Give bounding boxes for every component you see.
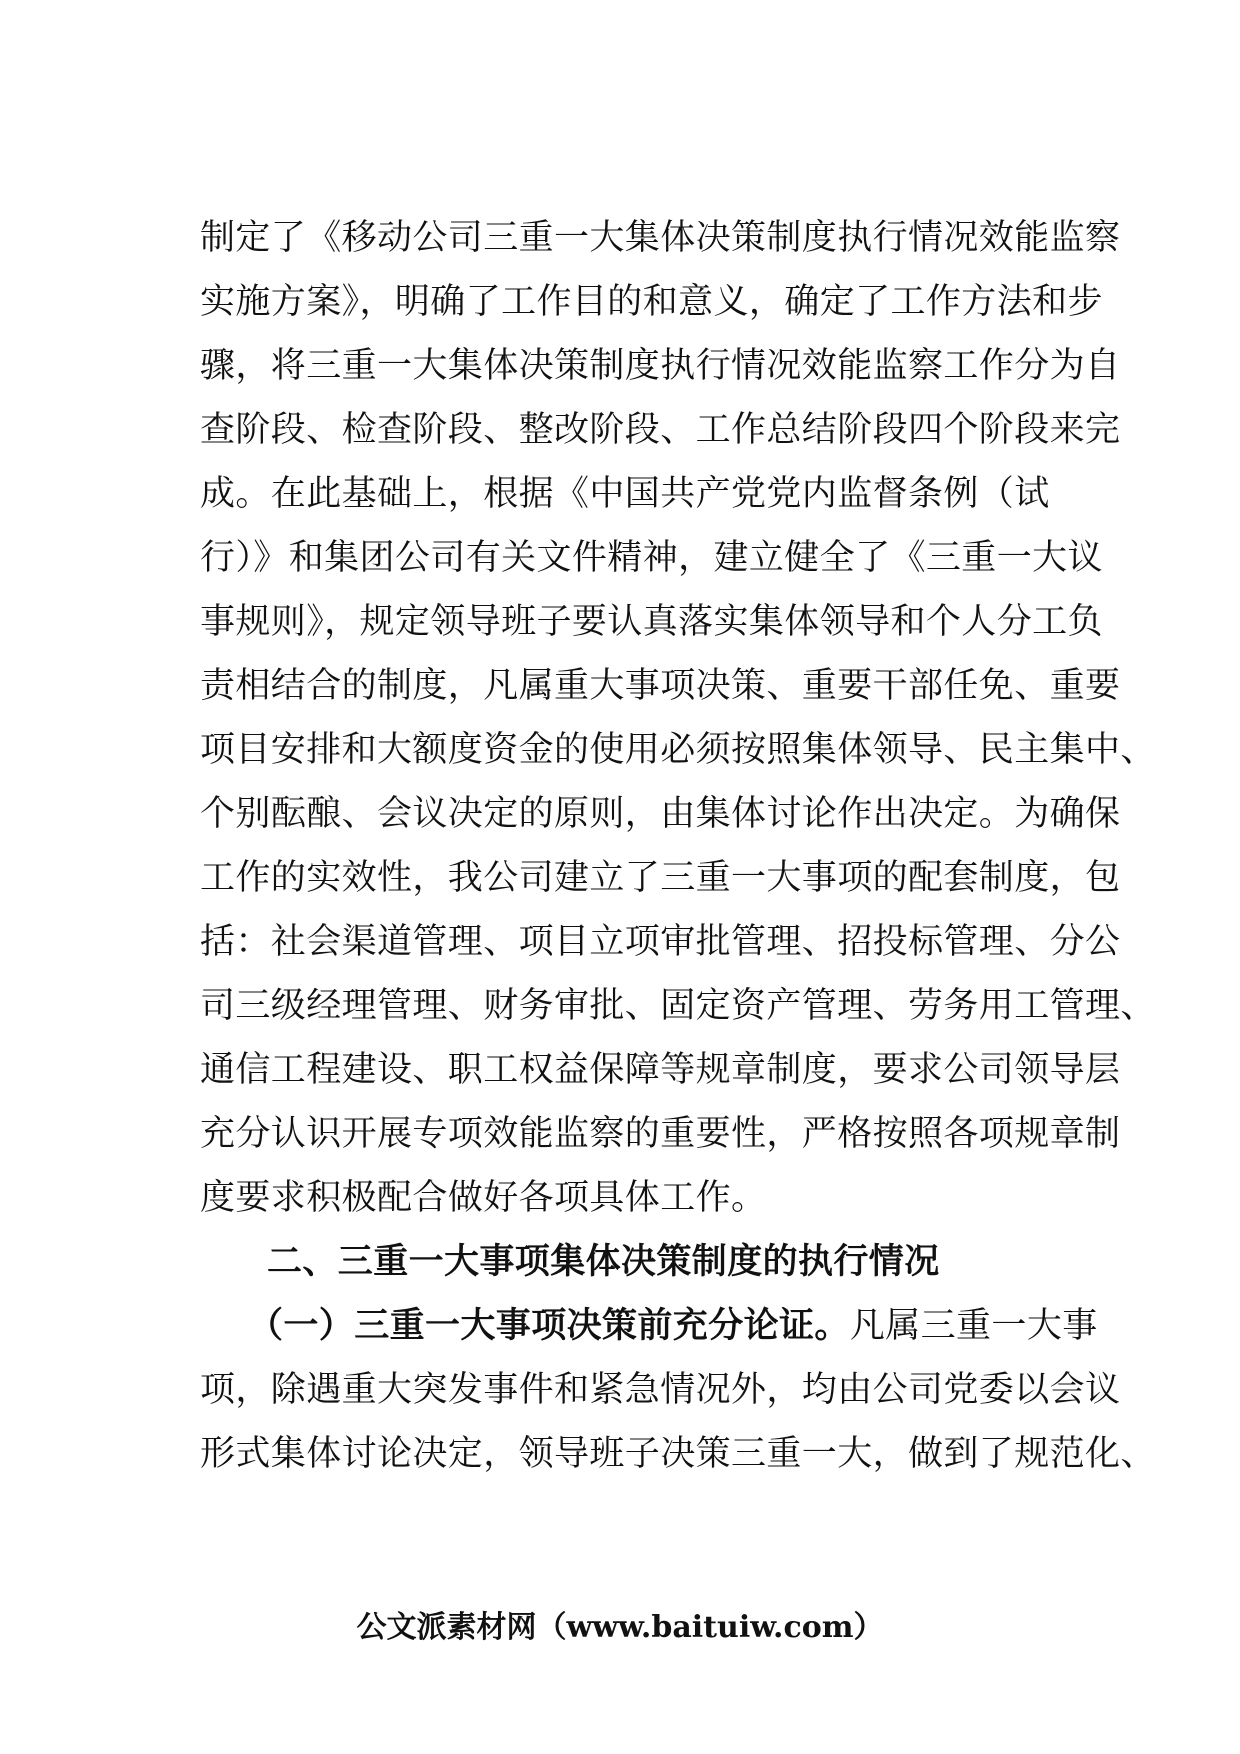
paragraph-line: 括：社会渠道管理、项目立项审批管理、招投标管理、分公 bbox=[200, 922, 1121, 962]
subsection-heading: （一）三重一大事项决策前充分论证。 bbox=[248, 1306, 850, 1346]
paragraph-line: 行）》和集团公司有关文件精神，建立健全了《三重一大议 bbox=[200, 538, 1103, 578]
subsection-first-line bbox=[248, 1304, 1098, 1348]
paragraph-line: 形式集体讨论决定，领导班子决策三重一大，做到了规范化、 bbox=[200, 1434, 1156, 1474]
paragraph-line: 度要求积极配合做好各项具体工作。 bbox=[200, 1178, 767, 1218]
paragraph-line: 通信工程建设、职工权益保障等规章制度，要求公司领导层 bbox=[200, 1050, 1121, 1090]
paragraph-line: 实施方案》，明确了工作目的和意义，确定了工作方法和步 bbox=[200, 282, 1103, 322]
paragraph-line: 项，除遇重大突发事件和紧急情况外，均由公司党委以会议 bbox=[200, 1370, 1121, 1410]
footer-source: 公文派素材网（www.baituiw.com） bbox=[356, 1610, 884, 1645]
paragraph-line: 司三级经理管理、财务审批、固定资产管理、劳务用工管理、 bbox=[200, 986, 1156, 1026]
section-heading: 二、三重一大事项集体决策制度的执行情况 bbox=[267, 1242, 940, 1282]
paragraph-line: 项目安排和大额度资金的使用必须按照集体领导、民主集中、 bbox=[200, 730, 1156, 770]
subsection-text: 凡属三重一大事 bbox=[849, 1306, 1098, 1346]
paragraph-line: 制定了《移动公司三重一大集体决策制度执行情况效能监察 bbox=[200, 218, 1121, 258]
paragraph-line: 骤，将三重一大集体决策制度执行情况效能监察工作分为自 bbox=[200, 346, 1121, 386]
paragraph-line: 个别酝酿、会议决定的原则，由集体讨论作出决定。为确保 bbox=[200, 794, 1121, 834]
paragraph-line: 充分认识开展专项效能监察的重要性，严格按照各项规章制 bbox=[200, 1114, 1121, 1154]
paragraph-line: 成。在此基础上，根据《中国共产党党内监督条例（试 bbox=[200, 474, 1050, 514]
paragraph-line: 事规则》，规定领导班子要认真落实集体领导和个人分工负 bbox=[200, 602, 1103, 642]
paragraph-line: 查阶段、检查阶段、整改阶段、工作总结阶段四个阶段来完 bbox=[200, 410, 1121, 450]
paragraph-line: 工作的实效性，我公司建立了三重一大事项的配套制度，包 bbox=[200, 858, 1121, 898]
paragraph-line: 责相结合的制度，凡属重大事项决策、重要干部任免、重要 bbox=[200, 666, 1121, 706]
